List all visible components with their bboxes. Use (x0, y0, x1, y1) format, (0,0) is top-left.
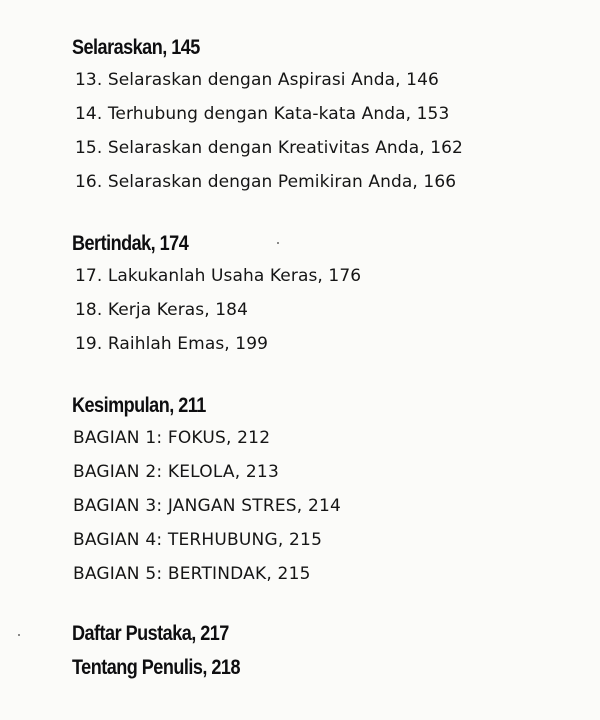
toc-entry-bagian-4: BAGIAN 4: TERHUBUNG, 215 (73, 530, 323, 550)
scan-speck (277, 242, 279, 244)
section-heading-tentang-penulis: Tentang Penulis, 218 (72, 656, 240, 679)
toc-entry-13: 13. Selaraskan dengan Aspirasi Anda, 146 (75, 70, 439, 90)
toc-entry-bagian-5: BAGIAN 5: BERTINDAK, 215 (73, 564, 311, 584)
toc-entry-17: 17. Lakukanlah Usaha Keras, 176 (75, 266, 362, 286)
toc-entry-19: 19. Raihlah Emas, 199 (75, 334, 269, 354)
scan-speck (18, 634, 20, 636)
toc-entry-bagian-2: BAGIAN 2: KELOLA, 213 (73, 462, 279, 482)
toc-entry-bagian-3: BAGIAN 3: JANGAN STRES, 214 (73, 496, 342, 516)
section-heading-selaraskan: Selaraskan, 145 (72, 36, 200, 59)
section-heading-kesimpulan: Kesimpulan, 211 (72, 394, 206, 417)
toc-entry-bagian-1: BAGIAN 1: FOKUS, 212 (73, 428, 271, 448)
toc-entry-15: 15. Selaraskan dengan Kreativitas Anda, 162 (75, 138, 463, 158)
section-heading-daftar-pustaka: Daftar Pustaka, 217 (72, 622, 229, 645)
section-heading-bertindak: Bertindak, 174 (72, 232, 189, 255)
toc-entry-18: 18. Kerja Keras, 184 (75, 300, 249, 320)
toc-entry-16: 16. Selaraskan dengan Pemikiran Anda, 166 (75, 172, 457, 192)
toc-entry-14: 14. Terhubung dengan Kata-kata Anda, 153 (75, 104, 450, 124)
